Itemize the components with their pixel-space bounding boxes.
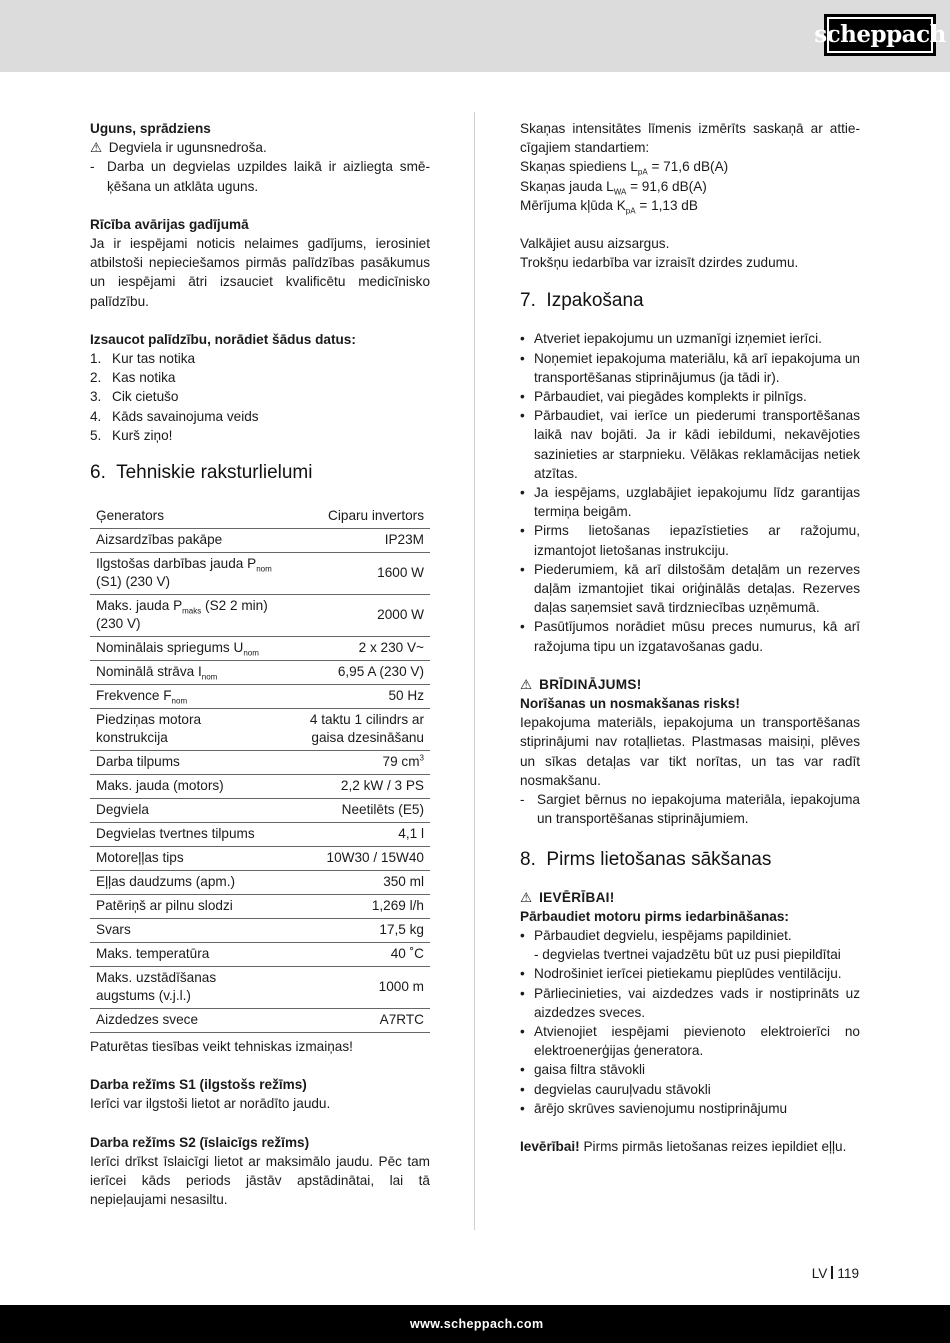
section-6-title: 6. Tehniskie raksturlielumi xyxy=(90,462,313,484)
warning-label: ⚠ BRĪDINĀJUMS! xyxy=(520,675,860,694)
check-list xyxy=(520,926,860,1118)
table-row: Motoreļļas tips 10W30 / 15W40 xyxy=(90,847,430,871)
warning-triangle-icon: ⚠ xyxy=(520,676,533,692)
s1-heading: Darba režīms S1 (ilgstošs režīms) xyxy=(90,1077,307,1093)
table-row: Patēriņš ar pilnu slodzi 1,269 l/h xyxy=(90,895,430,919)
list-item: • Nodrošiniet ierīcei pietiekamu pieplūdes ventilāciju. xyxy=(520,966,842,982)
list-item: • Pārbaudiet, vai piegādes komplekts ir pilnīgs. xyxy=(520,389,807,405)
list-item: • ārējo skrūves savienojumu nostiprinājumu xyxy=(520,1100,788,1116)
choke-heading: Norīšanas un nosmakšanas risks! xyxy=(520,696,740,712)
list-item: • Noņemiet iepakojuma materiālu, kā arī iepakojuma un transportēšanas stiprinājumus (ja tādi ir). xyxy=(520,350,860,385)
left-column xyxy=(90,119,430,1209)
section-7-title: 7. Izpakošana xyxy=(520,290,644,312)
table-row: Maks. temperatūra 40 ˚C xyxy=(90,943,430,967)
s2-text: Ierīci drīkst īslaicīgi lietot ar maksimālo jaudu. Pēc tam ierīcei kāds periods jāstāv apstādinātai, lai tā nepieļaujami nesasiltu. xyxy=(90,1153,430,1208)
table-row: Degvielas tvertnes tilpums 4,1 l xyxy=(90,823,430,847)
emergency-heading: Rīcība avārijas gadījumā xyxy=(90,216,249,232)
rights-note: Paturētas tiesības veikt tehniskas izmaiņas! xyxy=(90,1039,353,1055)
list-item: • Pārbaudiet, vai ierīce un piederumi transportēšanas laikā nav bojāti. Ja ir kādi iebildumi, nekavējoties sazinieties ar starpnieku. Vēlākas reklamācijas netiek atzītas. xyxy=(520,408,860,481)
table-row: Aizsardzības pakāpe IP23M xyxy=(90,529,430,553)
call-list xyxy=(90,349,430,445)
list-item: • Ja iespējams, uzglabājiet iepakojumu līdz garantijas termiņa beigām. xyxy=(520,485,860,520)
list-item: • gaisa filtra stāvokli xyxy=(520,1062,646,1078)
hearing-loss: Trokšņu iedarbība var izraisīt dzirdes zudumu. xyxy=(520,255,799,271)
list-item: 1. Kur tas notika xyxy=(90,351,196,367)
emergency-text: Ja ir iespējami noticis nelaimes gadījums, ierosiniet atbilstoši nepieciešamos pirmās palīdzības pasākumus un iespējami ātri izsauciet kvalificētu medicīnisko palīdzību. xyxy=(90,236,430,309)
s2-heading: Darba režīms S2 (īslaicīgs režīms) xyxy=(90,1134,310,1150)
table-row: Piedziņas motora konstrukcija 4 taktu 1 cilindrs ar gaisa dzesināšanu xyxy=(90,709,430,751)
fire-dash-item: - Darba un degvielas uzpildes laikā ir aizliegta smē-ķēšana un atklāta uguns. xyxy=(90,159,430,194)
s1-text: Ierīci var ilgstoši lietot ar norādīto jaudu. xyxy=(90,1096,331,1112)
warning-triangle-icon: ⚠ xyxy=(90,140,103,156)
table-row: Maks. jauda $P_{maks}$ (S2 2 min) (230 V) 2000 W xyxy=(90,595,430,637)
table-row: Frekvence $F_{nom}$ 50 Hz xyxy=(90,685,430,709)
table-row: Nominālā strāva $I_{nom}$ 6,95 A (230 V) xyxy=(90,661,430,685)
list-item: • Pārliecinieties, vai aizdedzes vads ir nostiprināts uz aizdedzes sveces. xyxy=(520,985,860,1020)
header-bar xyxy=(0,0,950,72)
noise-intro: Skaņas intensitātes līmenis izmērīts saskaņā ar attie-cīgajiem standartiem: xyxy=(520,121,860,156)
unpack-list xyxy=(520,329,860,655)
list-item: 4. Kāds savainojuma veids xyxy=(90,408,259,424)
list-item: • degvielas cauruļvadu stāvokli xyxy=(520,1081,711,1097)
noise-power: Skaņas jauda $L_{WA} = 91,6$ dB(A) xyxy=(520,178,707,197)
ear-protection: Valkājiet ausu aizsargus. xyxy=(520,236,670,252)
table-row: Nominālais spriegums $U_{nom}$ 2 x 230 V~ xyxy=(90,637,430,661)
choke-dash-item: - Sargiet bērnus no iepakojuma materiāla, iepakojuma un transportēšanas stiprinājumiem. xyxy=(520,792,860,827)
check-heading: Pārbaudiet motoru pirms iedarbināšanas: xyxy=(520,908,789,924)
scheppach-logo: scheppach xyxy=(824,14,936,56)
table-row: Maks. jauda (motors) 2,2 kW / 3 PS xyxy=(90,775,430,799)
spec-table xyxy=(90,505,430,1033)
table-row: Aizdedzes svece A7RTC xyxy=(90,1009,430,1033)
list-item: • Atveriet iepakojumu un uzmanīgi izņemiet ierīci. xyxy=(520,331,822,347)
list-item: 2. Kas notika xyxy=(90,370,176,386)
table-row: Svars 17,5 kg xyxy=(90,919,430,943)
list-item: • Pirms lietošanas iepazīstieties ar ražojumu, izmantojot lietošanas instrukciju. xyxy=(520,523,860,558)
final-note: Ievērībai! Pirms pirmās lietošanas reizes iepildiet eļļu. xyxy=(520,1138,847,1154)
table-row: Darba tilpums 79 $cm^3$ xyxy=(90,751,430,775)
right-column xyxy=(520,119,860,1156)
fire-heading: Uguns, sprādziens xyxy=(90,121,211,136)
call-heading: Izsaucot palīdzību, norādiet šādus datus: xyxy=(90,331,356,347)
choke-text: Iepakojuma materiāls, iepakojuma un transportēšanas stiprinājumi nav rotaļlietas. Plastmasas maisiņi, plēves un sīkas detaļas var tikt norītas, un tas var radīt nosmakšanu. xyxy=(520,715,860,788)
warning-triangle-icon: ⚠ xyxy=(520,889,533,905)
page-number: LV 119 xyxy=(811,1266,859,1281)
section-8-title: 8. Pirms lietošanas sākšanas xyxy=(520,848,772,870)
list-item: • Pārbaudiet degvielu, iespējams papildiniet. - degvielas tvertnei vajadzētu būt uz pusi piepildītai xyxy=(520,927,841,963)
noise-error: Mērījuma kļūda $K_{pA} = 1,13$ dB xyxy=(520,197,698,216)
footer-bar xyxy=(0,1305,950,1343)
list-item: 5. Kurš ziņo! xyxy=(90,427,173,443)
list-item: • Piederumiem, kā arī dilstošām detaļām un rezerves daļām izmantojiet tikai oriģinālās detaļas. Rezerves daļas saņemsiet savā tirdzniecības uzņēmumā. xyxy=(520,561,860,616)
table-row: Ilgstošas darbības jauda $P_{nom}$ (S1) (230 V) 1600 W xyxy=(90,553,430,595)
column-divider xyxy=(474,112,475,1230)
list-item: 3. Cik cietušo xyxy=(90,389,179,405)
list-item: • Atvienojiet iespējami pievienoto elektroierīci no elektroenerģijas ģeneratora. xyxy=(520,1023,860,1059)
attention-label: ⚠ IEVĒRĪBAI! xyxy=(520,888,860,907)
table-row: Eļļas daudzums (apm.) 350 ml xyxy=(90,871,430,895)
table-row: Maks. uzstādīšanas augstums (v.j.l.) 1000 m xyxy=(90,967,430,1009)
noise-pressure: Skaņas spiediens $L_{pA} = 71,6$ dB(A) xyxy=(520,159,729,178)
table-row: Ģenerators Ciparu invertors xyxy=(90,505,430,529)
table-row: Degviela Neetilēts (E5) xyxy=(90,799,430,823)
list-item: • Pasūtījumos norādiet mūsu preces numurus, kā arī ražojuma tipu un izgatavošanas gadu. xyxy=(520,619,860,654)
website-link[interactable]: www.scheppach.com xyxy=(410,1317,544,1331)
fire-warning: ⚠ Degviela ir ugunsnedroša. xyxy=(90,138,430,157)
